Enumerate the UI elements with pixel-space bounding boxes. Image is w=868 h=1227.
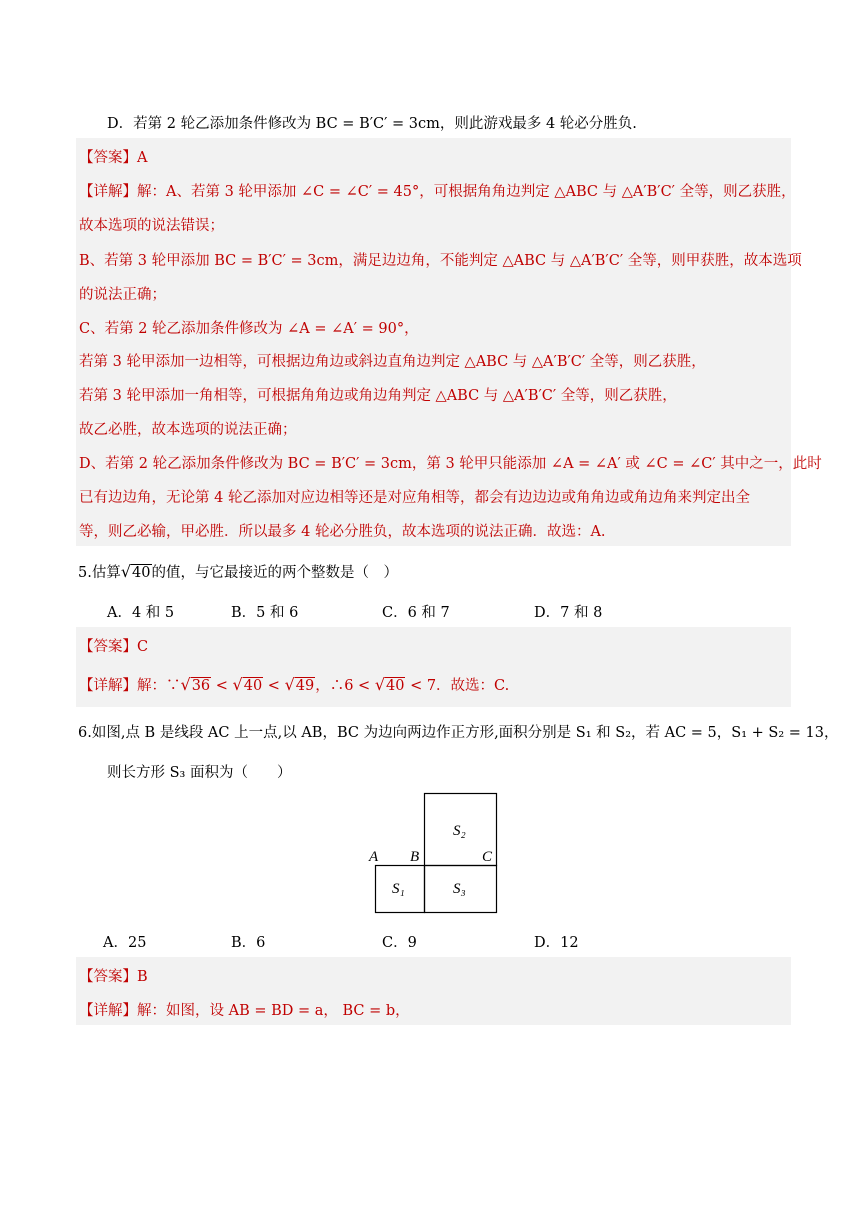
q5-answer-box (76, 627, 791, 707)
q4-answer: 【答案】A (79, 150, 148, 166)
label-a: A (369, 849, 379, 865)
label-b: B (410, 849, 420, 865)
q4-detail-line: 已有边边角，无论第 4 轮乙添加对应边相等还是对应角相等，都会有边边边或角角边或角边角来判定出全 (79, 490, 750, 506)
q6-option-b: B．6 (231, 935, 266, 951)
q5-radicand-36: 36 (191, 678, 211, 694)
q5-radicand-40b: 40 (386, 678, 405, 694)
q6-stem-line1: 6.如图,点 B 是线段 AC 上一点,以 AB，BC 为边向两边作正方形,面积分别是 S₁ 和 S₂，若 AC = 5，S₁ + S₂ = 13， (78, 725, 839, 741)
sqrt-symbol: √ (284, 675, 295, 694)
label-s2: S₂ (453, 823, 466, 839)
q6-figure (360, 785, 510, 920)
q4-answer-box (76, 138, 822, 546)
q4-detail-line: 【详解】解：A、若第 3 轮甲添加 ∠C = ∠C′ = 45°，可根据角角边判定 △ABC 与 △A′B′C′ 全等，则乙获胜， (79, 184, 796, 200)
label-s3: S₃ (453, 881, 466, 897)
q5-answer: 【答案】C (79, 639, 149, 655)
q4-detail-line: D、若第 2 轮乙添加条件修改为 BC = B′C′ = 3cm，第 3 轮甲只能添加 ∠A = ∠A′ 或 ∠C = ∠C′ 其中之一，此时 (79, 456, 822, 472)
label-s1: S₁ (392, 881, 405, 897)
sqrt-symbol: √ (232, 675, 243, 694)
q5-less-than: < (211, 678, 233, 694)
q4-detail-line: 的说法正确； (79, 287, 166, 303)
q5-less-than: < (263, 678, 285, 694)
label-c: C (482, 849, 493, 865)
q5-option-a: A．4 和 5 (107, 605, 175, 621)
q5-detail (79, 674, 509, 695)
q5-radicand-49: 49 (295, 678, 315, 694)
q6-stem-line2: 则长方形 S₃ 面积为（ ） (107, 765, 292, 781)
q6-option-c: C．9 (382, 935, 417, 951)
q4-option-d: D．若第 2 轮乙添加条件修改为 BC = B′C′ = 3cm，则此游戏最多 4 轮必分胜负. (107, 116, 637, 132)
q5-detail-label: 【详解】 (79, 678, 137, 694)
q5-option-b: B．5 和 6 (231, 605, 299, 621)
q6-option-a: A．25 (103, 935, 147, 951)
q6-detail: 【详解】解：如图，设 AB = BD = a， BC = b， (79, 1003, 410, 1019)
q6-answer-box (76, 957, 791, 1025)
q4-detail-line: 等，则乙必输，甲必胜．所以最多 4 轮必分胜负，故本选项的说法正确．故选：A. (79, 524, 606, 540)
q5-stem-pre: 5.估算 (78, 565, 121, 581)
sqrt-symbol: √ (374, 675, 386, 694)
q5-radicand-40: 40 (243, 678, 263, 694)
q5-detail-end: < 7．故选：C. (405, 678, 510, 694)
q5-stem (78, 561, 398, 582)
q5-stem-post: 的值，与它最接近的两个整数是（ ） (151, 565, 398, 581)
q4-detail-line: B、若第 3 轮甲添加 BC = B′C′ = 3cm，满足边边角，不能判定 △ABC 与 △A′B′C′ 全等，则甲获胜，故本选项 (79, 253, 802, 269)
q5-detail-pre: 解：∵ (137, 678, 181, 694)
q5-option-c: C．6 和 7 (382, 605, 450, 621)
q4-detail-line: C、若第 2 轮乙添加条件修改为 ∠A = ∠A′ = 90°， (79, 321, 419, 337)
q4-detail-line: 若第 3 轮甲添加一角相等，可根据角角边或角边角判定 △ABC 与 △A′B′C′ 全等，则乙获胜， (79, 388, 677, 404)
q4-detail-line: 故乙必胜，故本选项的说法正确； (79, 422, 297, 438)
sqrt-symbol: √ (120, 562, 132, 581)
q6-answer: 【答案】B (79, 969, 148, 985)
q4-detail-line: 若第 3 轮甲添加一边相等，可根据边角边或斜边直角边判定 △ABC 与 △A′B′C′ 全等，则乙获胜， (79, 354, 706, 370)
sqrt-symbol: √ (180, 675, 191, 694)
q5-detail-mid: ，∴6 < (315, 678, 375, 694)
q5-option-d: D．7 和 8 (534, 605, 603, 621)
q5-radicand: 40 (132, 565, 151, 581)
q6-option-d: D．12 (534, 935, 579, 951)
q4-detail-line: 故本选项的说法错误； (79, 218, 224, 234)
